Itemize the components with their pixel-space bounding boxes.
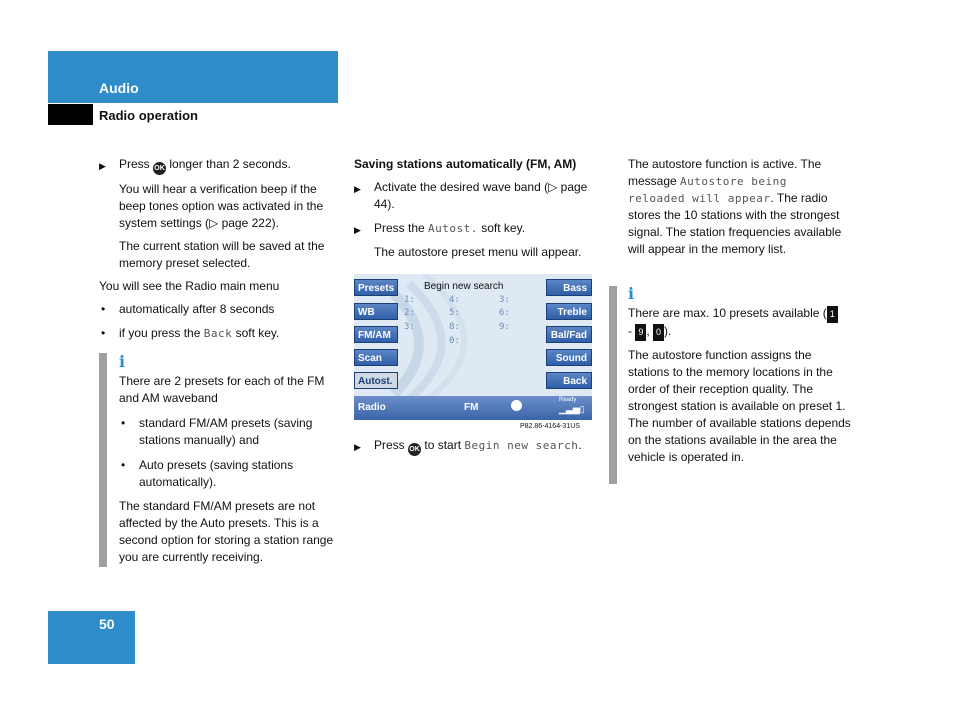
softkey-presets[interactable]: Presets <box>354 279 398 296</box>
paragraph: The autostore preset menu will appear. <box>374 245 582 259</box>
preset-slot: 3: <box>404 322 415 332</box>
radio-display <box>354 274 592 420</box>
list-item <box>99 325 344 342</box>
info-sidebar <box>609 286 617 484</box>
step-text: Press <box>119 157 150 171</box>
ok-button-icon: OK <box>153 162 166 175</box>
list-item-text: automatically after 8 seconds <box>119 302 275 316</box>
column-3 <box>628 156 850 258</box>
preset-slot: 3: <box>499 295 510 305</box>
header-marker <box>48 104 93 125</box>
step-text: Activate the desired wave band (▷ page 44). <box>374 180 588 211</box>
info-box <box>628 284 852 466</box>
list-item <box>99 301 344 318</box>
cd-icon <box>511 400 522 411</box>
step-text: Press <box>374 438 405 452</box>
list-item-text: Auto presets (saving stations automatically). <box>139 458 294 489</box>
arrow-icon: ▶ <box>99 161 106 171</box>
softkey-fm-am[interactable]: FM/AM <box>354 326 398 343</box>
arrow-icon: ▶ <box>354 442 361 452</box>
status-ready: Ready <box>559 397 577 403</box>
info-text-part: There are max. 10 presets available ( <box>628 306 827 320</box>
section-title: Audio <box>99 80 139 96</box>
softkey-treble[interactable]: Treble <box>546 303 592 320</box>
column-2 <box>354 156 604 261</box>
softkey-autost[interactable]: Autost. <box>354 372 398 389</box>
paragraph-text: The autostore function is active. The message <box>628 157 822 188</box>
info-text-part: - <box>628 324 636 338</box>
section-heading: Saving stations automatically (FM, AM) <box>354 157 577 171</box>
subsection-title: Radio operation <box>99 108 198 123</box>
step-text: soft key. <box>481 221 526 235</box>
arrow-icon: ▶ <box>354 184 361 194</box>
preset-slot: 1: <box>404 295 415 305</box>
softkey-scan[interactable]: Scan <box>354 349 398 366</box>
key-1-icon: 1 <box>827 306 838 323</box>
arrow-icon: ▶ <box>354 225 361 235</box>
bullet: • <box>121 416 126 430</box>
softkey-bass[interactable]: Bass <box>546 279 592 296</box>
step-text: . <box>578 438 582 452</box>
preset-slot: 0: <box>449 336 460 346</box>
info-text: There are 2 presets for each of the FM and AM waveband <box>119 374 325 405</box>
bullet: • <box>121 458 126 472</box>
list-item-text: soft key. <box>235 326 280 340</box>
page-number: 50 <box>99 616 115 632</box>
key-9-icon: 9 <box>635 324 646 341</box>
info-text: The standard FM/AM presets are not affected by the Auto presets. This is a second option for storing a station range you are currently receiving. <box>119 499 334 564</box>
info-text: There are max. 10 presets available ( 1 - 9 , 0 ). <box>628 305 852 341</box>
preset-slot: 6: <box>499 308 510 318</box>
display-message: Autostore being reloaded will appear <box>628 175 787 205</box>
ok-button-icon: OK <box>408 443 421 456</box>
step-text: to start <box>424 438 462 452</box>
info-text-part: ). <box>664 324 672 338</box>
softkey-label: Autost. <box>428 222 478 235</box>
info-icon: i <box>628 284 635 303</box>
preset-slot: 2: <box>404 308 415 318</box>
paragraph: You will hear a verification beep if the beep tones option was activated in the system settings (▷ page 222). <box>119 182 324 230</box>
info-icon: i <box>119 352 126 371</box>
step-item <box>354 220 604 237</box>
key-0-icon: 0 <box>653 324 664 341</box>
list-item-text: if you press the <box>119 326 201 340</box>
paragraph-text: . The radio stores the 10 stations with the strongest signal. The station frequencies available will appear in the memory list. <box>628 191 842 256</box>
info-text: The autostore function assigns the stations to the memory locations in the order of their reception quality. The strongest station is available on preset 1. The number of available stations depends on the stations available in the area the vehicle is operated in. <box>628 348 851 464</box>
info-sidebar <box>99 353 107 567</box>
status-bar <box>354 396 592 420</box>
preset-slot: 4: <box>449 295 460 305</box>
softkey-label: Begin new search <box>464 439 579 452</box>
softkey-bal-fad[interactable]: Bal/Fad <box>546 326 592 343</box>
step-item <box>354 179 604 213</box>
preset-slot: 5: <box>449 308 460 318</box>
softkey-sound[interactable]: Sound <box>546 349 592 366</box>
info-box <box>119 352 341 566</box>
column-1 <box>99 156 344 342</box>
preset-slot: 9: <box>499 322 510 332</box>
bullet: • <box>101 302 106 316</box>
screen-title: Begin new search <box>424 281 504 292</box>
paragraph: The current station will be saved at the memory preset selected. <box>119 239 325 270</box>
step-item <box>354 437 604 456</box>
bullet: • <box>101 326 106 340</box>
page-number-box <box>48 611 135 664</box>
step-text: longer than 2 seconds. <box>169 157 291 171</box>
header-banner <box>48 51 338 103</box>
status-source: Radio <box>358 402 386 413</box>
step-text: Press the <box>374 221 425 235</box>
softkey-wb[interactable]: WB <box>354 303 398 320</box>
softkey-label: Back <box>203 327 233 340</box>
signal-strength-icon: ▁▃▅▯ <box>559 404 585 414</box>
softkey-back[interactable]: Back <box>546 372 592 389</box>
figure-id: P82.86-4164-31US <box>520 423 580 430</box>
status-band: FM <box>464 402 479 413</box>
list-item <box>119 457 341 491</box>
step-item <box>99 156 344 175</box>
list-item-text: standard FM/AM presets (saving stations manually) and <box>139 416 313 447</box>
paragraph: You will see the Radio main menu <box>99 279 280 293</box>
preset-slot: 8: <box>449 322 460 332</box>
list-item <box>119 415 341 449</box>
